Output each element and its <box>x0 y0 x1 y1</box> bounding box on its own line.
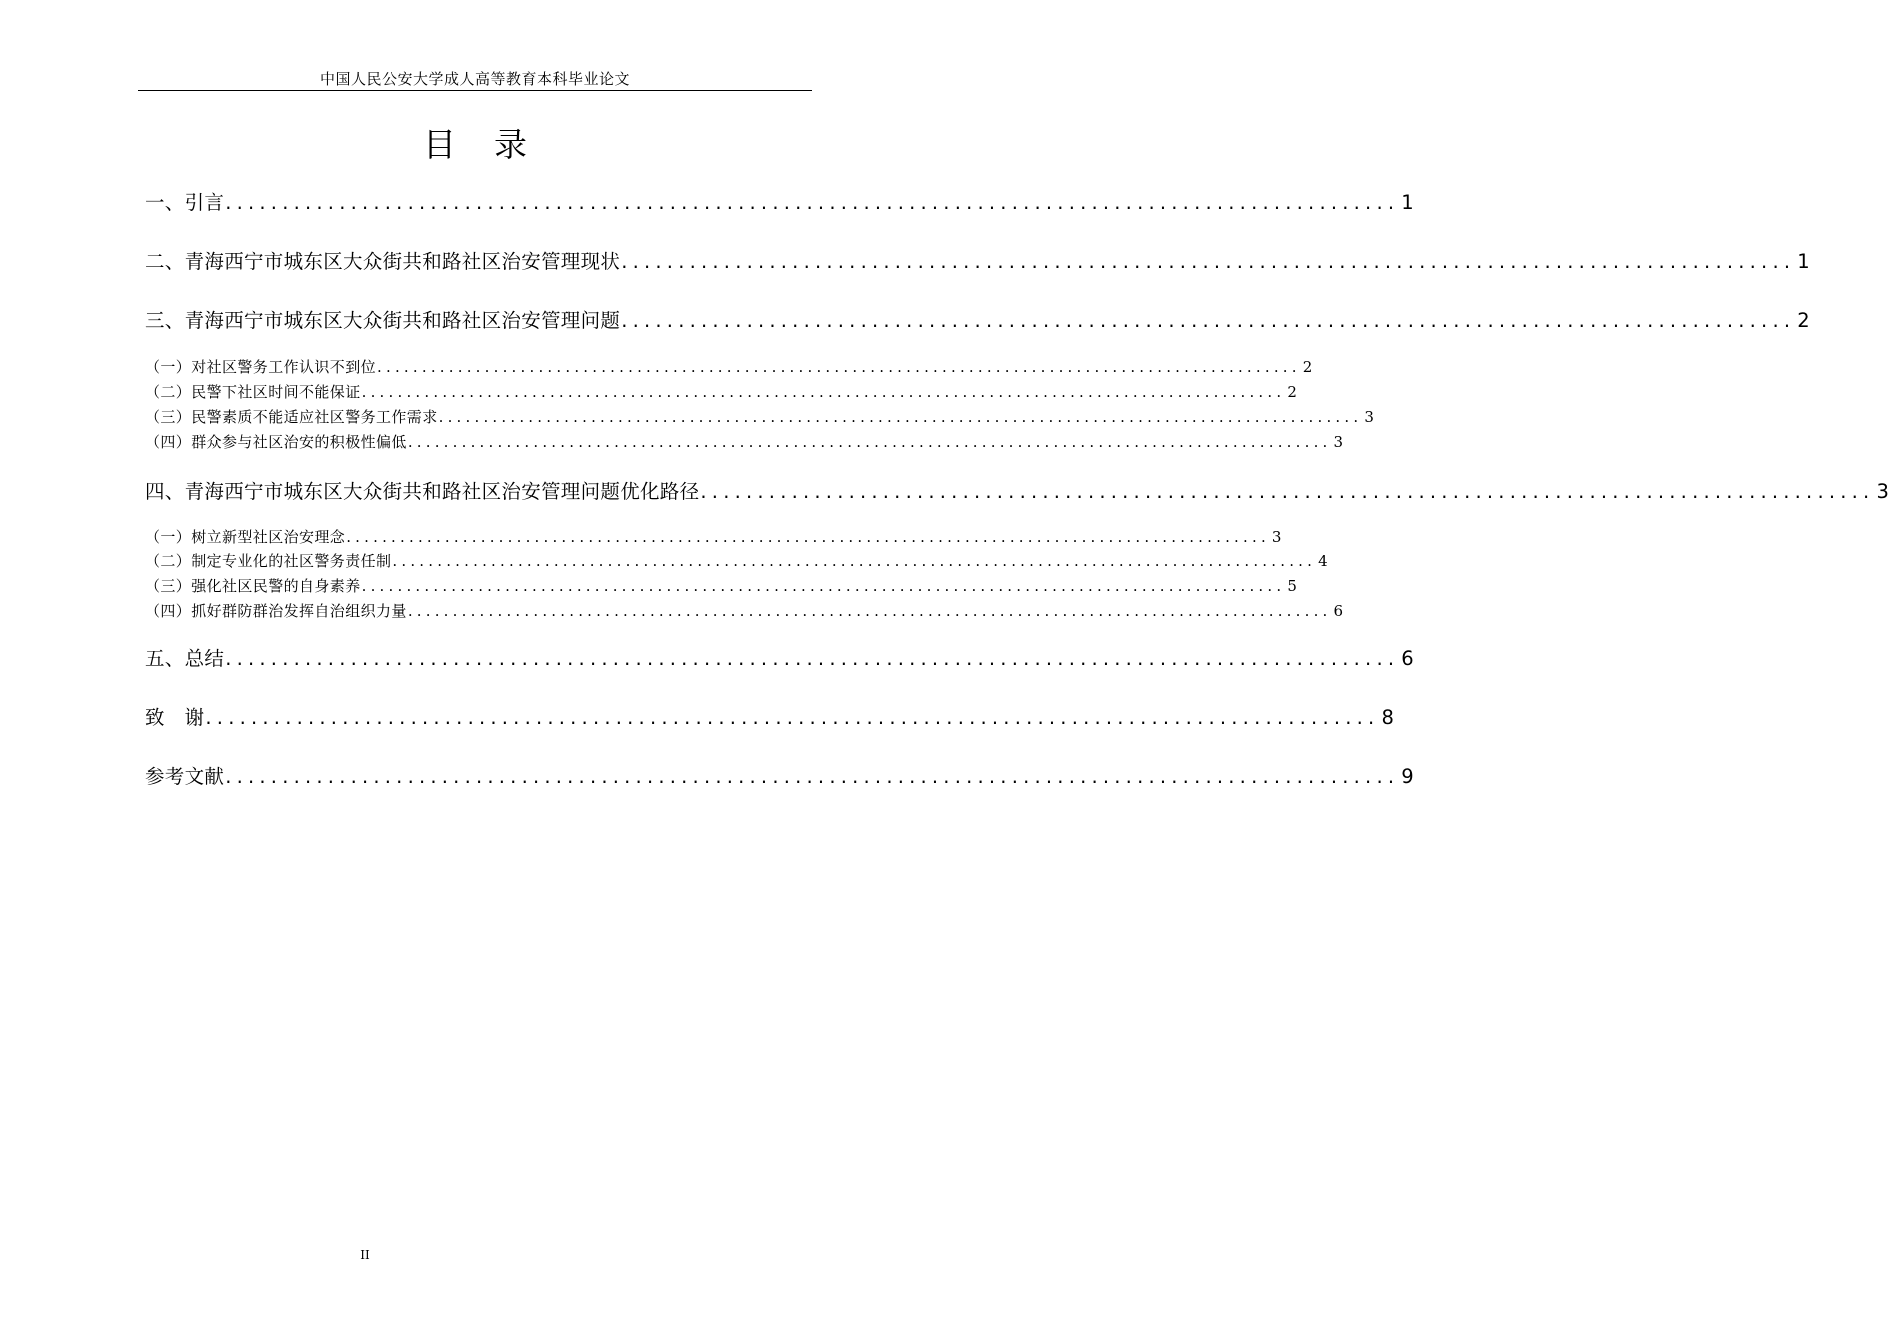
toc-entry-page: 5 <box>1287 577 1298 595</box>
toc-entry-status[interactable] <box>145 246 1810 274</box>
toc-entry-optimization-4[interactable] <box>145 600 1344 621</box>
toc-title: 目录 <box>423 125 565 164</box>
running-header: 中国人民公安大学成人高等教育本科毕业论文 <box>319 70 630 88</box>
toc-entry-page: 2 <box>1302 358 1313 376</box>
toc-entry-problems[interactable] <box>145 305 1810 333</box>
toc-entry-label: （二）民警下社区时间不能保证 <box>145 383 361 401</box>
page-number: II <box>360 1248 370 1262</box>
toc-entry-label: （四）抓好群防群治发挥自治组织力量 <box>145 602 407 620</box>
toc-entry-problem-1[interactable] <box>145 356 1313 377</box>
toc-entry-label: 三、青海西宁市城东区大众街共和路社区治安管理问题 <box>145 309 621 332</box>
dot-leader: ....................................................................................................... <box>377 358 1301 376</box>
dot-leader: ....................................................................................................... <box>407 602 1332 620</box>
dot-leader: ....................................................................................................... <box>361 577 1286 595</box>
toc-entry-page: 3 <box>1271 528 1282 546</box>
dot-leader: ....................................................................................................... <box>700 480 1875 503</box>
dot-leader: ....................................................................................................... <box>361 383 1286 401</box>
dot-leader: ....................................................................................................... <box>407 433 1332 451</box>
toc-entry-optimization-1[interactable] <box>145 526 1282 547</box>
toc-entry-page: 2 <box>1797 309 1810 332</box>
dot-leader: ....................................................................................................... <box>225 191 1400 214</box>
toc-entry-problem-2[interactable] <box>145 381 1298 402</box>
dot-leader: ....................................................................................................... <box>438 408 1363 426</box>
dot-leader: ....................................................................................................... <box>205 706 1380 729</box>
toc-entry-label: 致 谢 <box>145 706 205 729</box>
toc-entry-acknowledgements[interactable] <box>145 702 1395 730</box>
toc-entry-optimization-2[interactable] <box>145 550 1329 571</box>
toc-entry-label: 四、青海西宁市城东区大众街共和路社区治安管理问题优化路径 <box>145 480 700 503</box>
toc-entry-page: 3 <box>1364 408 1375 426</box>
toc-entry-page: 4 <box>1318 552 1329 570</box>
toc-entry-label: 参考文献 <box>145 765 225 788</box>
toc-entry-label: （四）群众参与社区治安的积极性偏低 <box>145 433 407 451</box>
toc-entry-page: 6 <box>1401 647 1414 670</box>
dot-leader: ....................................................................................................... <box>621 309 1796 332</box>
toc-entry-problem-4[interactable] <box>145 431 1344 452</box>
toc-entry-page: 1 <box>1797 250 1810 273</box>
toc-entry-page: 1 <box>1401 191 1414 214</box>
toc-entry-page: 6 <box>1333 602 1344 620</box>
toc-entry-conclusion[interactable] <box>145 643 1414 671</box>
dot-leader: ....................................................................................................... <box>225 765 1400 788</box>
toc-entry-label: 一、引言 <box>145 191 225 214</box>
dot-leader: ....................................................................................................... <box>346 528 1270 546</box>
toc-entry-problem-3[interactable] <box>145 406 1375 427</box>
toc-entry-label: （二）制定专业化的社区警务责任制 <box>145 552 392 570</box>
dot-leader: ....................................................................................................... <box>392 552 1317 570</box>
dot-leader: ....................................................................................................... <box>225 647 1400 670</box>
header-rule <box>138 90 812 91</box>
toc-entry-label: 五、总结 <box>145 647 225 670</box>
toc-entry-label: （一）树立新型社区治安理念 <box>145 528 346 546</box>
toc-entry-page: 3 <box>1333 433 1344 451</box>
toc-entry-page: 3 <box>1876 480 1889 503</box>
toc-entry-label: （一）对社区警务工作认识不到位 <box>145 358 377 376</box>
dot-leader: ....................................................................................................... <box>621 250 1796 273</box>
toc-entry-references[interactable] <box>145 761 1414 789</box>
toc-entry-page: 9 <box>1401 765 1414 788</box>
toc-entry-introduction[interactable] <box>145 187 1414 215</box>
toc-entry-optimization[interactable] <box>145 476 1889 504</box>
toc-entry-label: （三）强化社区民警的自身素养 <box>145 577 361 595</box>
toc-entry-optimization-3[interactable] <box>145 575 1298 596</box>
toc-entry-page: 2 <box>1287 383 1298 401</box>
toc-entry-page: 8 <box>1381 706 1395 729</box>
toc-entry-label: 二、青海西宁市城东区大众街共和路社区治安管理现状 <box>145 250 621 273</box>
toc-entry-label: （三）民警素质不能适应社区警务工作需求 <box>145 408 438 426</box>
